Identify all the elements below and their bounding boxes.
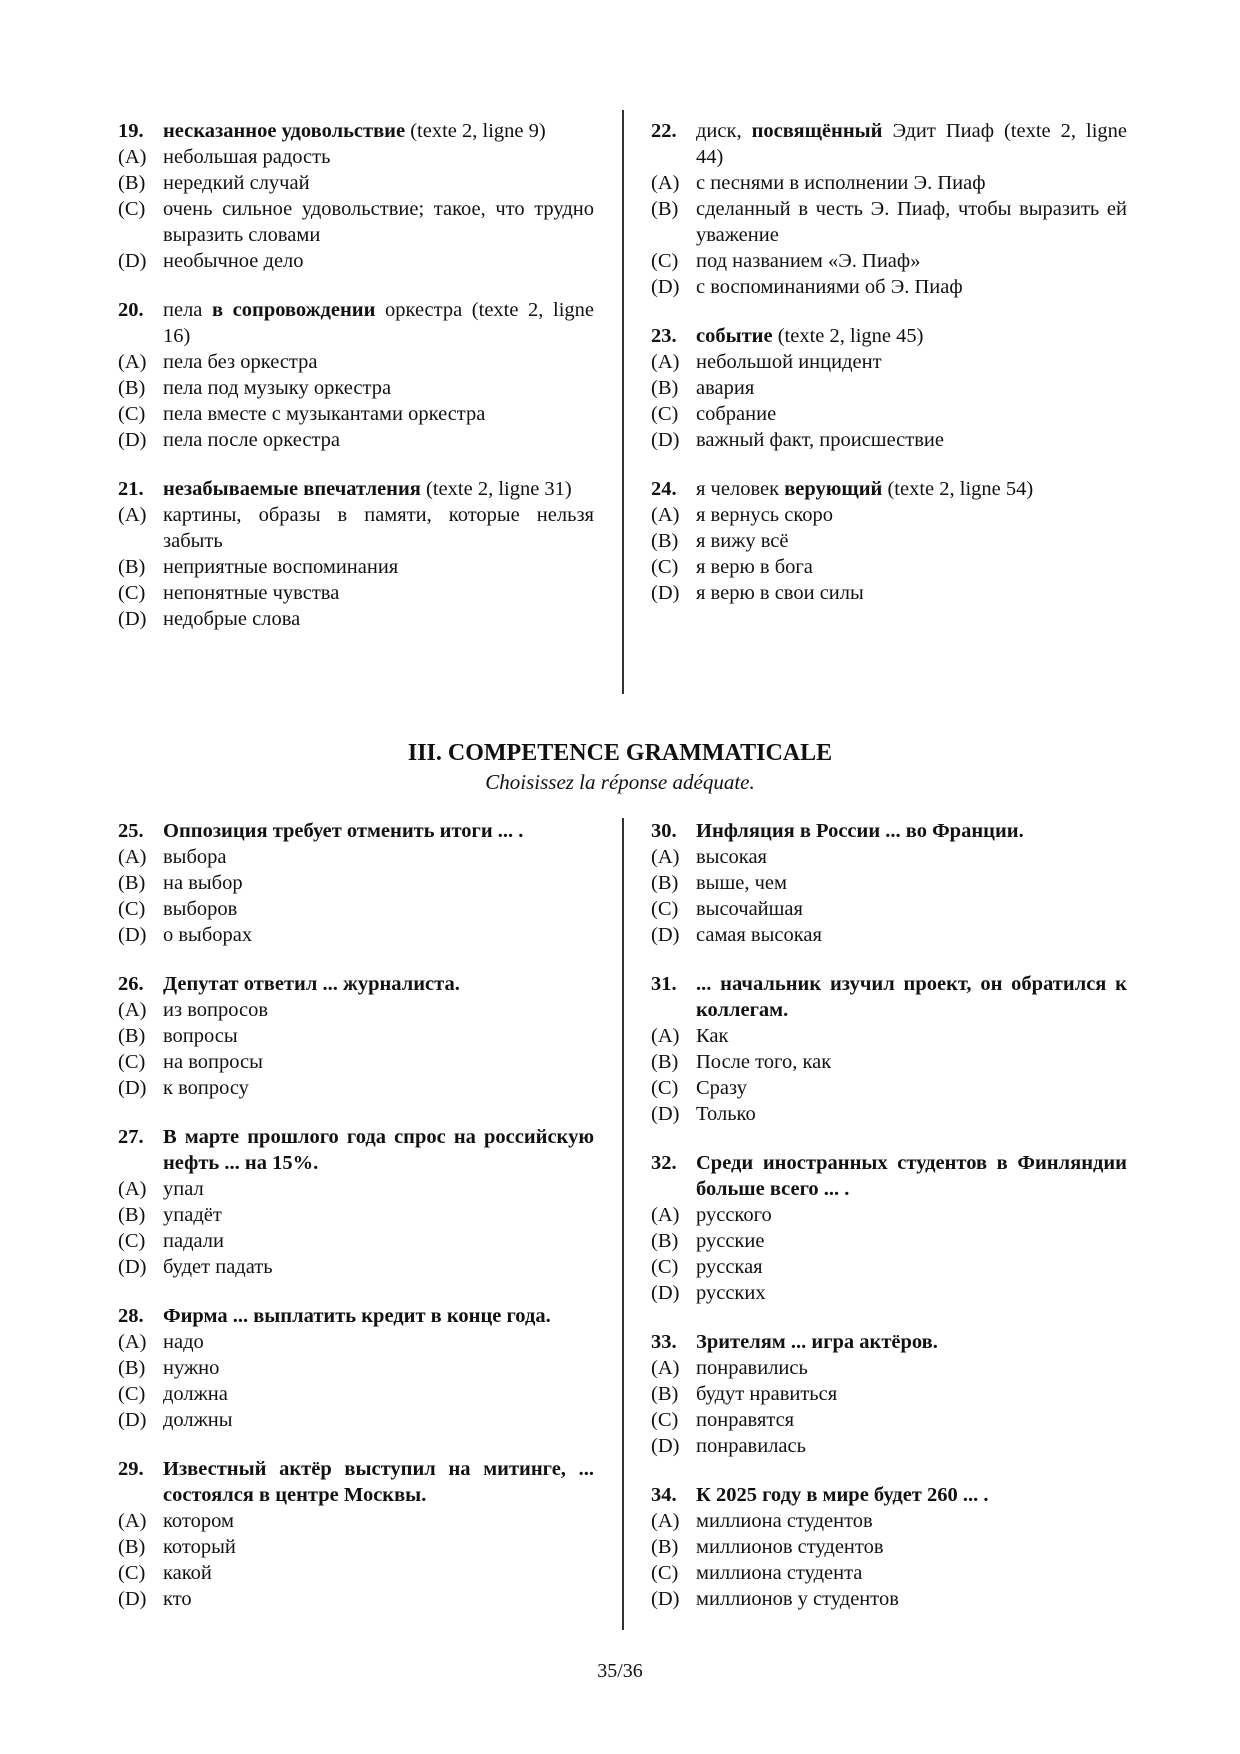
question-stem (118, 1303, 594, 1329)
question-keyword: Среди иностранных студентов в Финляндии больше всего ... . (696, 1152, 1127, 1200)
option-letter: (A) (118, 1510, 147, 1532)
question-stem (651, 971, 1127, 1023)
question-keyword: Инфляция в России ... во Франции. (696, 820, 1024, 842)
option-letter: (D) (651, 1588, 680, 1610)
question-text (163, 118, 594, 144)
option-letter: (D) (651, 1435, 680, 1457)
answer-option (651, 170, 1127, 196)
question-number: 26. (118, 973, 144, 995)
option-text: высочайшая (696, 898, 803, 920)
question-text (696, 476, 1127, 502)
option-letter: (B) (651, 198, 679, 220)
answer-option (651, 922, 1127, 948)
option-text: русского (696, 1204, 772, 1226)
option-text: я верю в бога (696, 556, 813, 578)
option-letter: (A) (118, 351, 147, 373)
answer-option (118, 1049, 594, 1075)
option-letter: (C) (118, 1230, 146, 1252)
option-letter: (C) (118, 898, 146, 920)
option-text: упал (163, 1178, 204, 1200)
question-number: 23. (651, 325, 677, 347)
option-text: пела без оркестра (163, 351, 318, 373)
option-text: пела вместе с музыкантами оркестра (163, 403, 486, 425)
answer-option (651, 1355, 1127, 1381)
option-text: миллионов у студентов (696, 1588, 899, 1610)
answer-option (118, 1534, 594, 1560)
question-text-segment: диск, (696, 120, 752, 142)
option-text: русских (696, 1282, 766, 1304)
answer-option (651, 1433, 1127, 1459)
question-block (651, 323, 1127, 453)
answer-option (651, 349, 1127, 375)
question-keyword: К 2025 году в мире будет 260 ... . (696, 1484, 989, 1506)
option-letter: (C) (651, 556, 679, 578)
option-text: о выборах (163, 924, 253, 946)
option-text: миллиона студента (696, 1562, 863, 1584)
option-letter: (A) (651, 846, 680, 868)
answer-option (118, 1075, 594, 1101)
answer-option (118, 1508, 594, 1534)
answer-option (118, 554, 594, 580)
option-text: недобрые слова (163, 608, 301, 630)
option-letter: (A) (118, 504, 147, 526)
answer-option (651, 375, 1127, 401)
question-stem (651, 323, 1127, 349)
option-text: высокая (696, 846, 767, 868)
option-letter: (B) (651, 377, 679, 399)
option-letter: (B) (651, 1536, 679, 1558)
option-text: небольшой инцидент (696, 351, 882, 373)
option-text: я вернусь скоро (696, 504, 834, 526)
answer-option (118, 1176, 594, 1202)
option-letter: (B) (118, 1536, 146, 1558)
option-text: на вопросы (163, 1051, 263, 1073)
answer-option (118, 196, 594, 248)
answer-option (118, 997, 594, 1023)
question-keyword: посвящённый (751, 120, 883, 142)
section-title: III. COMPETENCE GRAMMATICALE (407, 740, 833, 766)
question-number: 21. (118, 478, 144, 500)
question-block (651, 1482, 1127, 1612)
option-letter: (C) (118, 1562, 146, 1584)
answer-option (118, 1329, 594, 1355)
answer-option (118, 1228, 594, 1254)
question-text (163, 818, 594, 844)
question-text (696, 118, 1127, 170)
option-letter: (A) (651, 1357, 680, 1379)
answer-option (118, 1355, 594, 1381)
option-text: который (163, 1536, 236, 1558)
answer-option (118, 248, 594, 274)
answer-option (118, 349, 594, 375)
option-letter: (B) (118, 1357, 146, 1379)
answer-option (118, 1560, 594, 1586)
option-text: нужно (163, 1357, 220, 1379)
option-letter: (B) (651, 872, 679, 894)
option-text: неприятные воспоминания (163, 556, 399, 578)
answer-option (118, 401, 594, 427)
question-number: 34. (651, 1484, 677, 1506)
answer-option (118, 1381, 594, 1407)
question-block (118, 971, 594, 1101)
question-text (696, 1150, 1127, 1202)
option-letter: (D) (651, 1103, 680, 1125)
option-letter: (C) (651, 250, 679, 272)
answer-option (651, 1023, 1127, 1049)
option-text: выборов (163, 898, 238, 920)
option-letter: (A) (651, 1025, 680, 1047)
question-text-segment: (texte 2, ligne 54) (882, 478, 1034, 500)
option-letter: (A) (118, 1331, 147, 1353)
question-number: 29. (118, 1458, 144, 1480)
option-letter: (A) (651, 1510, 680, 1532)
question-keyword: несказанное удовольствие (163, 120, 406, 142)
option-letter: (A) (651, 172, 680, 194)
option-letter: (A) (118, 846, 147, 868)
answer-option (651, 1101, 1127, 1127)
option-letter: (B) (651, 1230, 679, 1252)
question-block (651, 1150, 1127, 1306)
option-text: с воспоминаниями об Э. Пиаф (696, 276, 963, 298)
question-stem (118, 297, 594, 349)
option-letter: (B) (118, 377, 146, 399)
answer-option (651, 196, 1127, 248)
option-text: Как (696, 1025, 729, 1047)
question-text (163, 476, 594, 502)
option-letter: (D) (118, 429, 147, 451)
question-block (118, 1124, 594, 1280)
option-text: русские (696, 1230, 765, 1252)
question-keyword: ... начальник изучил проект, он обратился к коллегам. (696, 973, 1127, 1021)
answer-option (118, 870, 594, 896)
answer-option (651, 1280, 1127, 1306)
option-letter: (D) (118, 1256, 147, 1278)
option-text: будет падать (163, 1256, 273, 1278)
option-letter: (C) (118, 1051, 146, 1073)
option-letter: (C) (118, 582, 146, 604)
question-keyword: Оппозиция требует отменить итоги ... . (163, 820, 524, 842)
question-stem (118, 1124, 594, 1176)
question-text (163, 1124, 594, 1176)
option-text: понравилась (696, 1435, 806, 1457)
answer-option (651, 427, 1127, 453)
answer-option (651, 870, 1127, 896)
option-letter: (A) (118, 1178, 147, 1200)
option-text: должны (163, 1409, 233, 1431)
question-block (651, 971, 1127, 1127)
option-letter: (D) (651, 1282, 680, 1304)
answer-option (651, 580, 1127, 606)
answer-option (651, 528, 1127, 554)
question-keyword: Известный актёр выступил на митинге, ... состоялся в центре Москвы. (163, 1458, 594, 1506)
question-text (696, 818, 1127, 844)
answer-option (651, 502, 1127, 528)
option-letter: (D) (651, 429, 680, 451)
option-text: под названием «Э. Пиаф» (696, 250, 921, 272)
option-text: сделанный в честь Э. Пиаф, чтобы выразить ей уважение (696, 198, 1127, 246)
option-text: упадёт (163, 1204, 222, 1226)
question-keyword: верующий (784, 478, 883, 500)
answer-option (118, 170, 594, 196)
question-block (651, 118, 1127, 300)
question-text-segment: (texte 2, ligne 45) (772, 325, 924, 347)
question-number: 31. (651, 973, 677, 995)
question-block (651, 1329, 1127, 1459)
option-text: падали (163, 1230, 224, 1252)
answer-option (651, 1407, 1127, 1433)
question-stem (651, 476, 1127, 502)
option-letter: (C) (651, 1077, 679, 1099)
option-text: русская (696, 1256, 763, 1278)
option-letter: (B) (651, 1383, 679, 1405)
option-text: пела после оркестра (163, 429, 341, 451)
question-text-segment: оркестра (texte 2, ligne 16) (163, 299, 595, 347)
answer-option (651, 1381, 1127, 1407)
option-letter: (C) (118, 1383, 146, 1405)
answer-option (118, 580, 594, 606)
question-text (696, 323, 1127, 349)
answer-option (118, 922, 594, 948)
option-text: Только (696, 1103, 756, 1125)
option-letter: (C) (651, 1409, 679, 1431)
question-number: 32. (651, 1152, 677, 1174)
question-number: 19. (118, 120, 144, 142)
question-number: 28. (118, 1305, 144, 1327)
question-keyword: Фирма ... выплатить кредит в конце года. (163, 1305, 551, 1327)
answer-option (118, 844, 594, 870)
answer-option (118, 1254, 594, 1280)
question-stem (118, 1456, 594, 1508)
question-text (696, 1482, 1127, 1508)
answer-option (651, 1586, 1127, 1612)
option-text: я верю в свои силы (696, 582, 864, 604)
option-letter: (C) (651, 403, 679, 425)
option-text: Сразу (696, 1077, 747, 1099)
answer-option (651, 1228, 1127, 1254)
question-stem (118, 118, 594, 144)
option-text: на выбор (163, 872, 243, 894)
answer-option (118, 1586, 594, 1612)
option-letter: (C) (118, 403, 146, 425)
option-text: авария (696, 377, 755, 399)
answer-option (651, 248, 1127, 274)
answer-option (118, 1023, 594, 1049)
question-keyword: В марте прошлого года спрос на российскую нефть ... на 15%. (163, 1126, 594, 1174)
option-text: очень сильное удовольствие; такое, что трудно выразить словами (163, 198, 594, 246)
question-text (163, 1303, 594, 1329)
answer-option (118, 896, 594, 922)
answer-option (651, 1254, 1127, 1280)
section1-right-column (651, 118, 1127, 606)
question-text (696, 971, 1127, 1023)
option-text: собрание (696, 403, 777, 425)
answer-option (651, 554, 1127, 580)
answer-option (651, 844, 1127, 870)
option-letter: (D) (118, 1588, 147, 1610)
option-text: пела под музыку оркестра (163, 377, 392, 399)
answer-option (651, 1508, 1127, 1534)
answer-option (651, 1534, 1127, 1560)
question-stem (118, 818, 594, 844)
section2-left-column (118, 818, 594, 1612)
option-letter: (A) (651, 351, 680, 373)
option-text: выше, чем (696, 872, 787, 894)
answer-option (118, 427, 594, 453)
option-letter: (B) (118, 556, 146, 578)
option-letter: (B) (651, 1051, 679, 1073)
option-letter: (C) (651, 1256, 679, 1278)
question-number: 22. (651, 120, 677, 142)
option-letter: (B) (118, 172, 146, 194)
question-number: 33. (651, 1331, 677, 1353)
question-number: 25. (118, 820, 144, 842)
question-stem (118, 476, 594, 502)
question-number: 20. (118, 299, 144, 321)
answer-option (651, 1202, 1127, 1228)
question-keyword: незабываемые впечатления (163, 478, 421, 500)
option-letter: (A) (651, 1204, 680, 1226)
option-text: из вопросов (163, 999, 268, 1021)
option-letter: (B) (118, 1204, 146, 1226)
option-text: котором (163, 1510, 234, 1532)
question-block (651, 476, 1127, 606)
option-letter: (B) (118, 872, 146, 894)
section-subtitle: Choisissez la réponse adéquate. (485, 770, 755, 794)
answer-option (118, 144, 594, 170)
question-stem (651, 1482, 1127, 1508)
answer-option (651, 1560, 1127, 1586)
option-text: какой (163, 1562, 212, 1584)
option-letter: (C) (651, 1562, 679, 1584)
question-block (651, 818, 1127, 948)
page-number: 35/36 (597, 1660, 643, 1682)
column-divider-bottom (622, 818, 624, 1630)
option-text: вопросы (163, 1025, 238, 1047)
option-letter: (C) (651, 898, 679, 920)
question-block (118, 1303, 594, 1433)
option-letter: (B) (118, 1025, 146, 1047)
question-number: 30. (651, 820, 677, 842)
option-letter: (D) (651, 582, 680, 604)
option-text: картины, образы в памяти, которые нельзя забыть (163, 504, 594, 552)
question-stem (651, 818, 1127, 844)
question-text-segment: я человек (696, 478, 785, 500)
question-stem (118, 971, 594, 997)
option-text: необычное дело (163, 250, 304, 272)
question-stem (651, 118, 1127, 170)
answer-option (651, 1075, 1127, 1101)
question-number: 24. (651, 478, 677, 500)
question-text (163, 1456, 594, 1508)
question-stem (651, 1150, 1127, 1202)
question-text-segment: (texte 2, ligne 31) (420, 478, 572, 500)
question-text (163, 971, 594, 997)
answer-option (118, 1407, 594, 1433)
option-letter: (D) (118, 250, 147, 272)
answer-option (651, 274, 1127, 300)
option-letter: (D) (118, 924, 147, 946)
option-text: надо (163, 1331, 204, 1353)
option-text: выбора (163, 846, 227, 868)
answer-option (651, 401, 1127, 427)
option-letter: (A) (118, 146, 147, 168)
option-text: к вопросу (163, 1077, 249, 1099)
option-letter: (D) (118, 608, 147, 630)
option-text: понравились (696, 1357, 808, 1379)
column-divider-top (622, 110, 624, 694)
option-text: я вижу всё (696, 530, 789, 552)
option-letter: (D) (118, 1077, 147, 1099)
question-text (163, 297, 594, 349)
question-text-segment: пела (163, 299, 212, 321)
option-text: После того, как (696, 1051, 832, 1073)
option-text: непонятные чувства (163, 582, 340, 604)
question-block (118, 297, 594, 453)
option-letter: (B) (651, 530, 679, 552)
option-letter: (A) (651, 504, 680, 526)
answer-option (651, 896, 1127, 922)
option-text: миллиона студентов (696, 1510, 873, 1532)
option-letter: (A) (118, 999, 147, 1021)
option-text: с песнями в исполнении Э. Пиаф (696, 172, 986, 194)
question-block (118, 476, 594, 632)
option-text: миллионов студентов (696, 1536, 884, 1558)
section1-left-column (118, 118, 594, 632)
answer-option (118, 1202, 594, 1228)
question-keyword: Депутат ответил ... журналиста. (163, 973, 460, 995)
option-text: понравятся (696, 1409, 795, 1431)
option-text: небольшая радость (163, 146, 331, 168)
answer-option (118, 375, 594, 401)
option-text: кто (163, 1588, 192, 1610)
answer-option (651, 1049, 1127, 1075)
question-keyword: событие (696, 325, 773, 347)
option-text: самая высокая (696, 924, 822, 946)
answer-option (118, 502, 594, 554)
option-letter: (D) (651, 924, 680, 946)
question-keyword: Зрителям ... игра актёров. (696, 1331, 938, 1353)
question-number: 27. (118, 1126, 144, 1148)
option-letter: (C) (118, 198, 146, 220)
option-text: будут нравиться (696, 1383, 838, 1405)
section2-right-column (651, 818, 1127, 1612)
question-text-segment: Эдит Пиаф (texte 2, ligne 44) (696, 120, 1127, 168)
question-text (696, 1329, 1127, 1355)
question-keyword: в сопровождении (212, 299, 376, 321)
option-letter: (D) (118, 1409, 147, 1431)
question-stem (651, 1329, 1127, 1355)
question-block (118, 118, 594, 274)
answer-option (118, 606, 594, 632)
question-text-segment: (texte 2, ligne 9) (405, 120, 546, 142)
option-text: важный факт, происшествие (696, 429, 944, 451)
question-block (118, 818, 594, 948)
option-text: нередкий случай (163, 172, 310, 194)
option-letter: (D) (651, 276, 680, 298)
question-block (118, 1456, 594, 1612)
option-text: должна (163, 1383, 228, 1405)
